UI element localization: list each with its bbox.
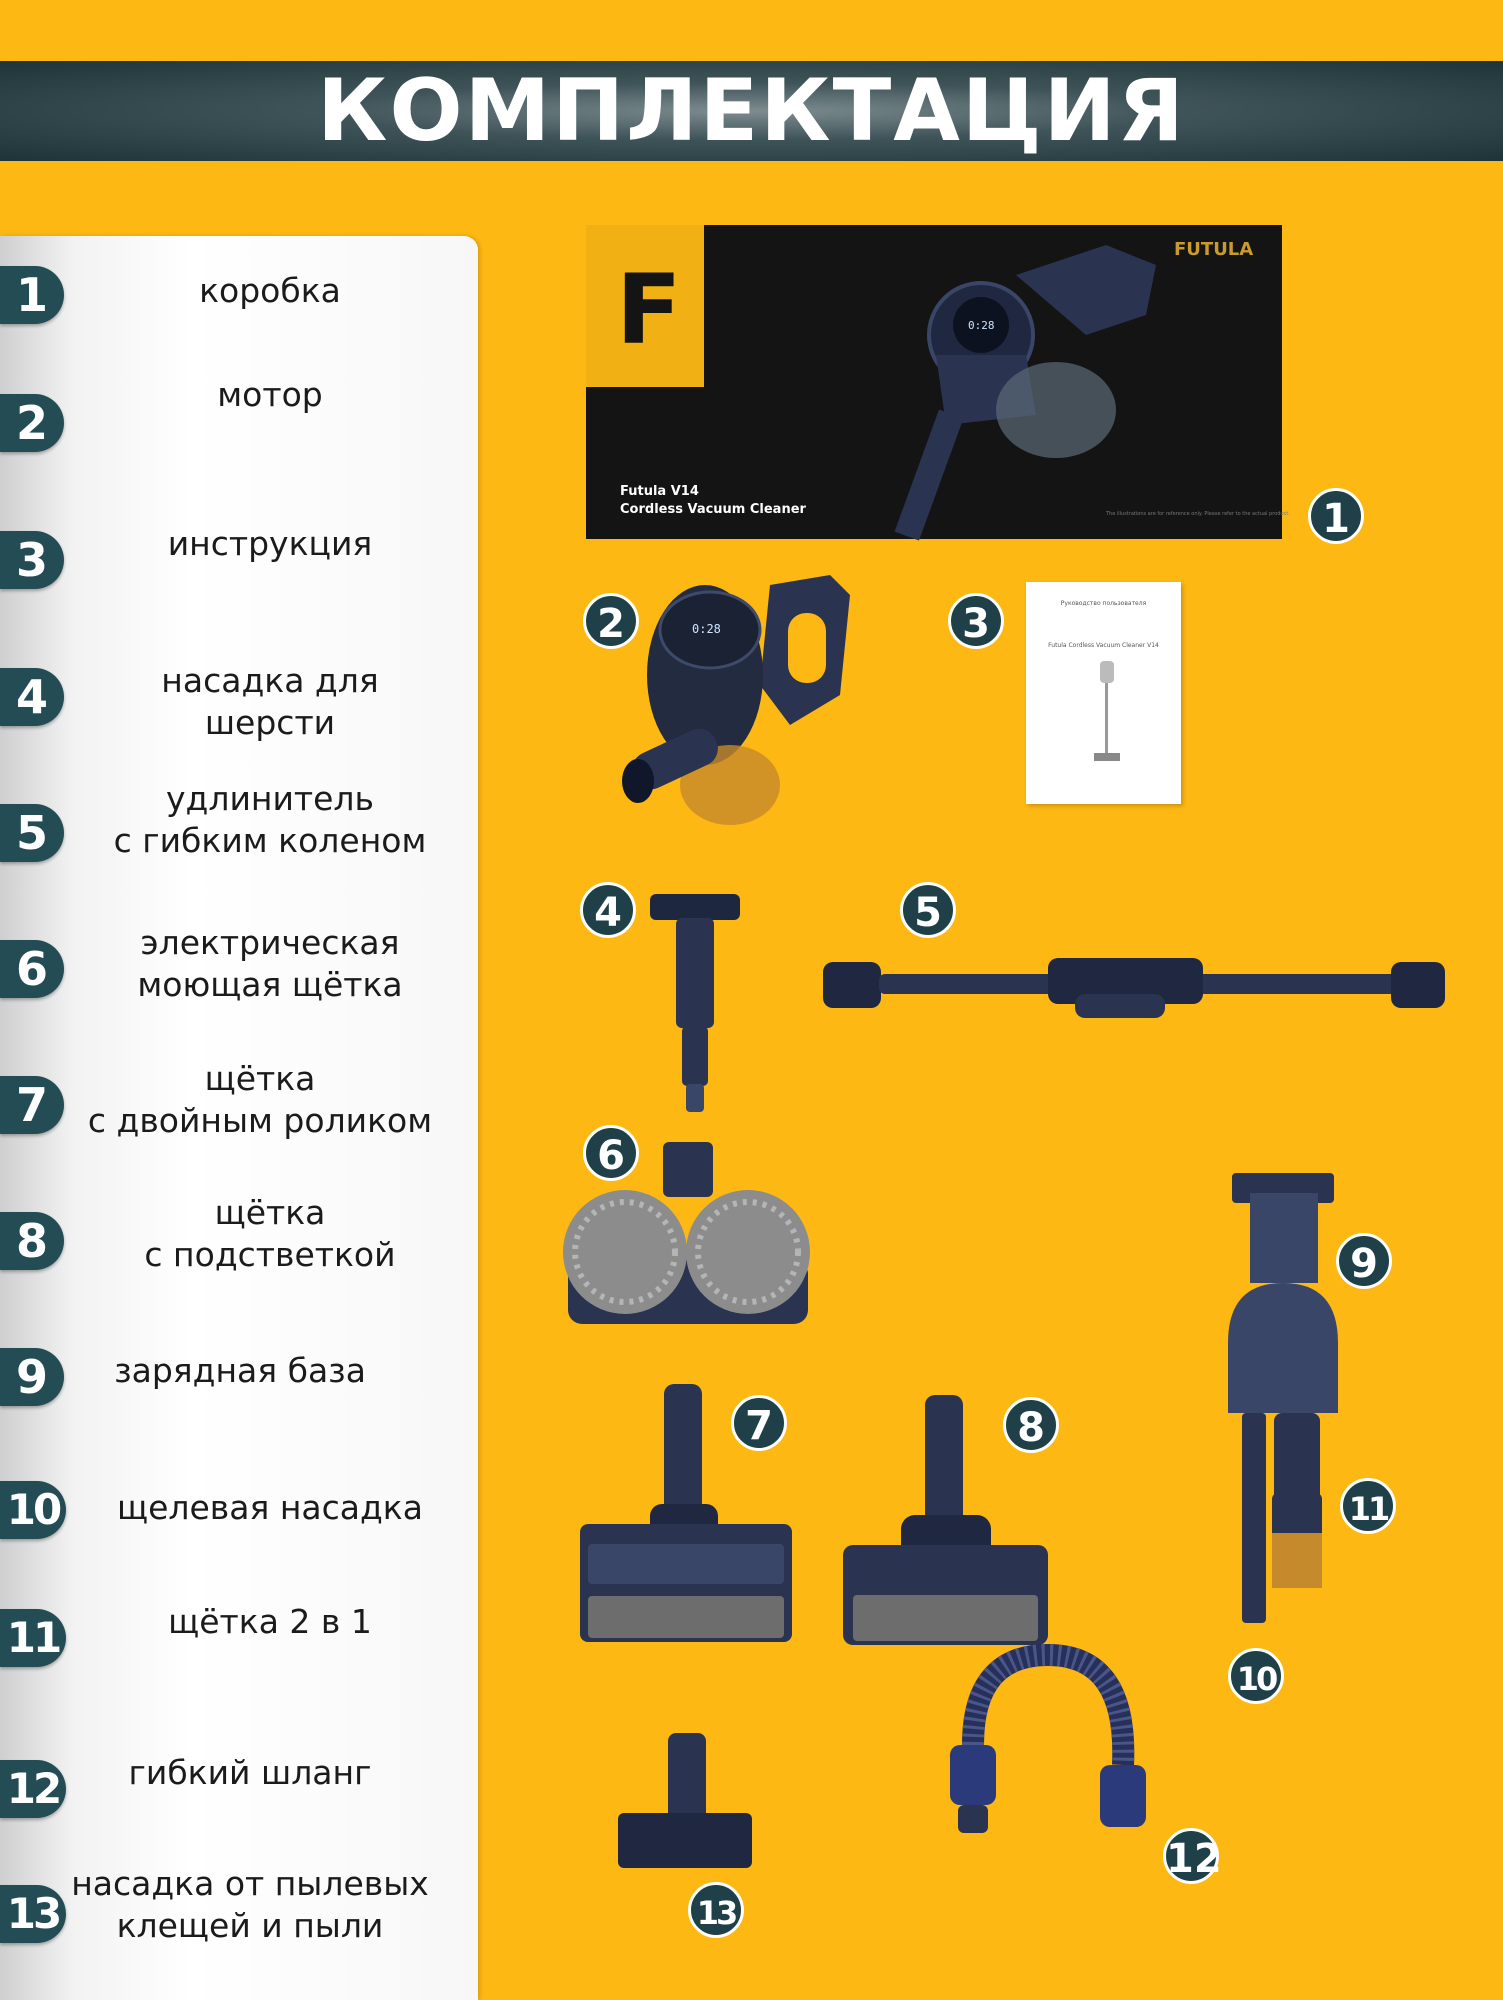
item-number-badge: 11 (0, 1609, 66, 1667)
callout-badge: 2 (583, 593, 639, 649)
item-label: гибкий шланг (128, 1753, 372, 1792)
page-title: КОМПЛЕКТАЦИЯ (317, 61, 1186, 161)
list-item (0, 258, 478, 358)
pet-hair-tool-image (640, 890, 750, 1120)
item-number-badge: 3 (0, 531, 64, 589)
item-number-badge: 1 (0, 266, 64, 324)
callout-badge: 11 (1340, 1478, 1396, 1534)
item-label: щелевая насадка (117, 1488, 423, 1527)
page-banner (0, 61, 1503, 161)
item-label: насадка для шерсти (161, 661, 379, 742)
callout-badge: 3 (948, 593, 1004, 649)
item-number-badge: 2 (0, 394, 64, 452)
item-label: коробка (199, 271, 341, 310)
item-number-badge: 5 (0, 804, 64, 862)
list-item (0, 1193, 478, 1304)
box-logo-letter: F (616, 254, 682, 366)
box-brand-text: FUTULA (1174, 239, 1254, 260)
callout-badge: 6 (583, 1125, 639, 1181)
box-display-readout: 0:28 (968, 319, 995, 332)
item-number-badge: 8 (0, 1212, 64, 1270)
item-label: электрическая моющая щётка (137, 923, 403, 1004)
motor-unit-image (620, 575, 890, 845)
list-item (0, 375, 478, 486)
list-item (0, 1601, 478, 1701)
box-model-subtitle: Cordless Vacuum Cleaner (620, 502, 806, 517)
callout-badge: 4 (580, 882, 636, 938)
list-item (0, 1059, 478, 1168)
list-item (0, 660, 478, 760)
manual-title: Руководство пользователя (1060, 600, 1147, 607)
extension-wand-image (823, 952, 1445, 1024)
item-label: зарядная база (114, 1351, 366, 1390)
list-item (0, 1864, 478, 1977)
item-number-badge: 6 (0, 940, 64, 998)
item-label: насадка от пылевых клещей и пыли (71, 1864, 429, 1945)
callout-badge: 8 (1003, 1397, 1059, 1453)
dust-mite-tool-image (618, 1733, 752, 1868)
item-number-badge: 12 (0, 1760, 66, 1818)
item-number-badge: 13 (0, 1885, 66, 1943)
callout-badge: 10 (1228, 1648, 1284, 1704)
item-number-badge: 10 (0, 1481, 66, 1539)
item-label: мотор (217, 375, 323, 414)
instruction-manual-image (1026, 582, 1181, 804)
svg-text:0:28: 0:28 (692, 622, 721, 636)
list-item (0, 1752, 478, 1852)
charging-base-image (1228, 1173, 1338, 1633)
item-number-badge: 7 (0, 1076, 64, 1134)
item-label: щётка с подстветкой (144, 1193, 396, 1274)
list-item (0, 523, 478, 623)
item-label: инструкция (167, 524, 373, 563)
box-fine-print: The illustrations are for reference only. Please refer to the actual product. (1106, 511, 1290, 517)
list-item (0, 779, 478, 896)
list-item (0, 1340, 478, 1440)
callout-badge: 7 (731, 1395, 787, 1451)
flexible-hose-image (948, 1645, 1148, 1845)
callout-badge: 1 (1308, 488, 1364, 544)
box-model-name: Futula V14 (620, 484, 699, 499)
callout-badge: 12 (1163, 1828, 1219, 1884)
callout-badge: 13 (688, 1882, 744, 1938)
list-item (0, 923, 478, 1032)
item-list-panel (0, 236, 478, 2000)
item-label: щётка 2 в 1 (168, 1602, 372, 1641)
callout-badge: 9 (1336, 1233, 1392, 1289)
item-number-badge: 9 (0, 1348, 64, 1406)
item-number-badge: 4 (0, 668, 64, 726)
item-label: щётка с двойным роликом (87, 1059, 433, 1140)
callout-badge: 5 (900, 882, 956, 938)
manual-subtitle: Futula Cordless Vacuum Cleaner V14 (1048, 642, 1159, 649)
item-label: удлинитель с гибким коленом (113, 779, 427, 860)
list-item (0, 1473, 478, 1573)
product-box-image (586, 225, 1290, 539)
